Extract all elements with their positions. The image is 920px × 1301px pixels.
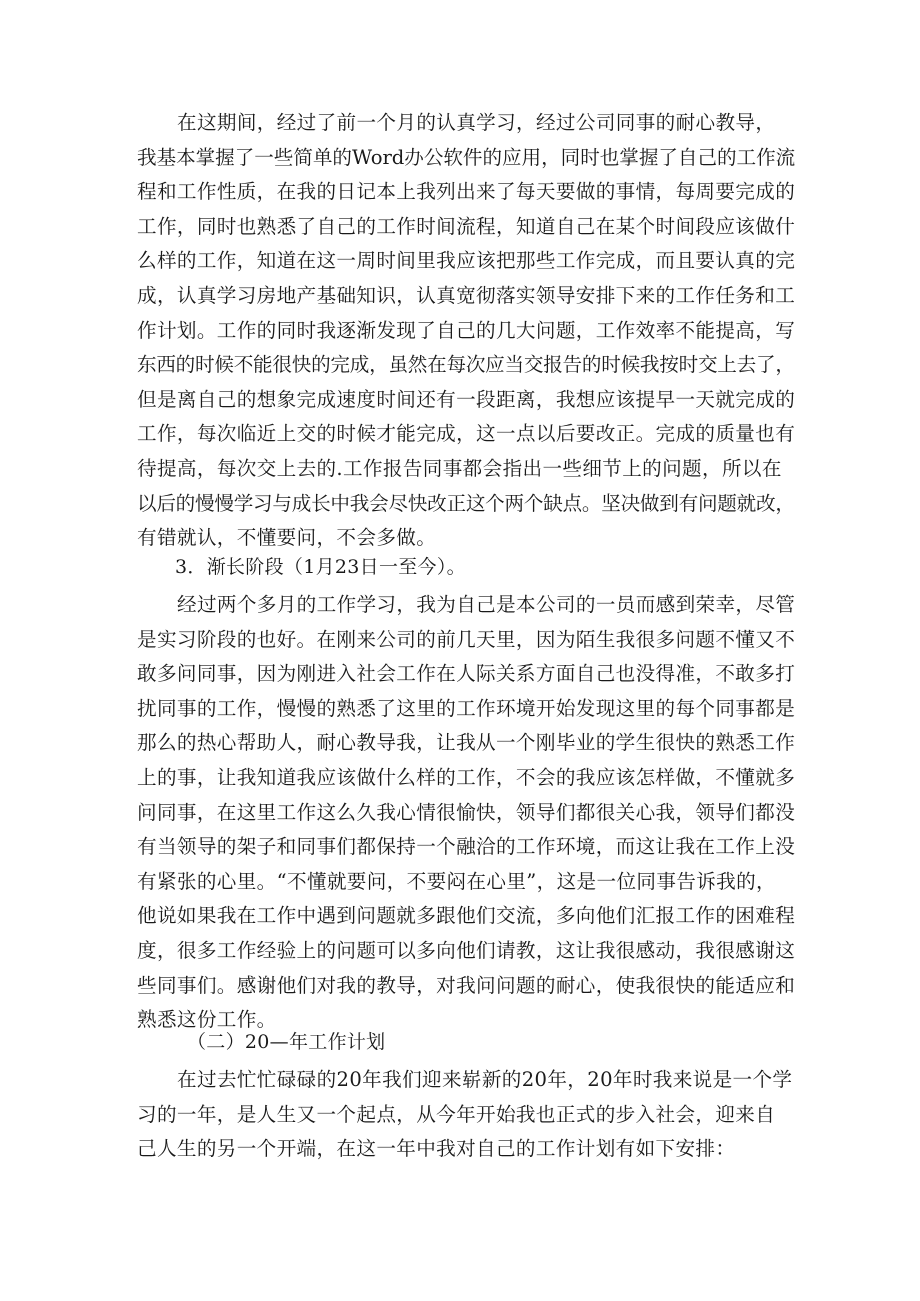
text-line: 以后的慢慢学习与成长中我会尽快改正这个两个缺点。坚决做到有问题就改， (137, 491, 795, 515)
text-line: 上的事，让我知道我应该做什么样的工作，不会的我应该怎样做，不懂就多 (137, 765, 796, 789)
text-line: 成，认真学习房地产基础知识，认真宽彻落实领导安排下来的工作任务和工 (137, 283, 796, 307)
text-line: 但是离自己的想象完成速度时间还有一段距离，我想应该提早一天就完成的 (137, 387, 796, 411)
text-line: 些同事们。感谢他们对我的教导，对我问问题的耐心，使我很快的能适应和 (137, 973, 796, 997)
section-heading-work-plan: （二）20—年工作计划 (187, 1031, 386, 1053)
section-heading-stage-3: 3．渐长阶段（1月23日一至今）。 (175, 556, 466, 578)
text-line: 在这期间，经过了前一个月的认真学习，经过公司同事的耐心教导， (177, 111, 776, 134)
text-line: 己人生的另一个开端，在这一年中我对自己的工作计划有如下安排： (137, 1137, 736, 1161)
text-line: 习的一年，是人生又一个起点，从今年开始我也正式的步入社会，迎来自 (137, 1102, 776, 1126)
text-line: 有紧张的心里。“不懂就要问，不要闷在心里”，这是一位同事告诉我的， (137, 869, 776, 893)
text-line: 他说如果我在工作中遇到问题就多跟他们交流，多向他们汇报工作的困难程 (137, 904, 796, 928)
text-line: 工作，同时也熟悉了自己的工作时间流程，知道自己在某个时间段应该做什 (137, 214, 796, 238)
text-line: 有错就认，不懂要问，不会多做。 (137, 526, 437, 550)
text-line: 作计划。工作的同时我逐渐发现了自己的几大问题，工作效率不能提高，写 (137, 318, 796, 342)
text-line: 在过去忙忙碌碌的20年我们迎来崭新的20年，20年时我来说是一个学 (177, 1068, 793, 1091)
text-line: 东西的时候不能很快的完成，虽然在每次应当交报告的时候我按时交上去了， (137, 353, 795, 377)
text-line: 我基本掌握了一些简单的Word办公软件的应用，同时也掌握了自己的工作流 (137, 145, 796, 169)
text-line: 敢多问同事，因为刚进入社会工作在人际关系方面自己也没得准，不敢多打 (137, 662, 796, 686)
text-line: 问同事，在这里工作这么久我心情很愉快，领导们都很关心我，领导们都没 (137, 800, 796, 824)
text-line: 有当领导的架子和同事们都保持一个融洽的工作环境，而这让我在工作上没 (137, 835, 796, 859)
text-line: 扰同事的工作，慢慢的熟悉了这里的工作环境开始发现这里的每个同事都是 (137, 696, 796, 720)
paragraph-work-summary (137, 106, 797, 556)
text-line: 度，很多工作经验上的问题可以多向他们请教，这让我很感动，我很感谢这 (137, 938, 796, 962)
text-line: 待提高，每次交上去的.工作报告同事都会指出一些细节上的问题，所以在 (137, 456, 782, 480)
text-line: 熟悉这份工作。 (137, 1008, 277, 1032)
text-line: 是实习阶段的也好。在刚来公司的前几天里，因为陌生我很多问题不懂又不 (137, 627, 796, 651)
text-line: 工作，每次临近上交的时候才能完成，这一点以后要改正。完成的质量也有 (137, 422, 796, 446)
paragraph-plan-intro (137, 1063, 797, 1167)
text-line: 程和工作性质，在我的日记本上我列出来了每天要做的事情，每周要完成的 (137, 180, 796, 204)
text-line: 那么的热心帮助人，耐心教导我，让我从一个刚毕业的学生很快的熟悉工作 (137, 731, 796, 755)
text-line: 么样的工作，知道在这一周时间里我应该把那些工作完成，而且要认真的完 (137, 249, 796, 273)
text-line: 经过两个多月的工作学习，我为自己是本公司的一员而感到荣幸，尽管 (177, 593, 796, 616)
paragraph-growth-stage (137, 588, 797, 1038)
